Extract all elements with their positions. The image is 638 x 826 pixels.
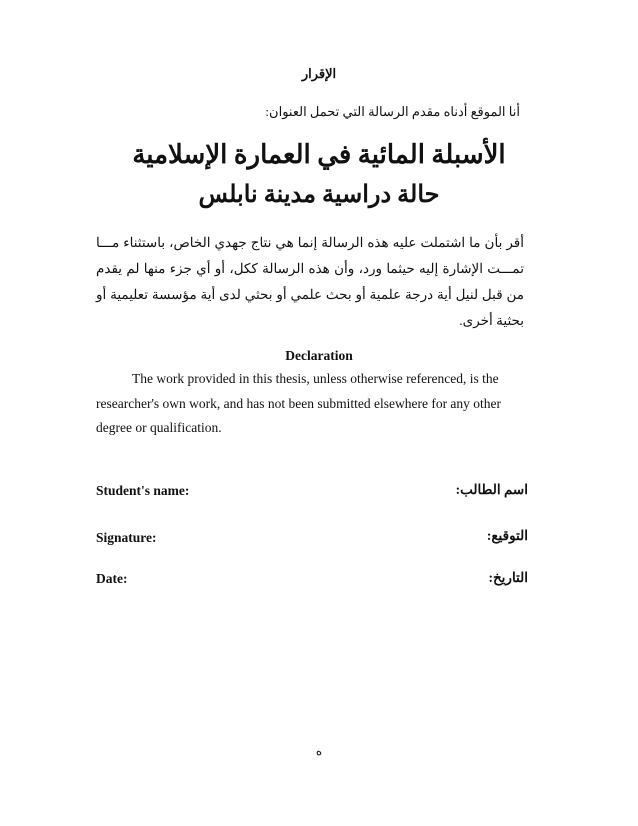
english-declaration-line-3: degree or qualification. <box>96 420 222 435</box>
arabic-heading: الإقرار <box>301 66 337 81</box>
page-number: ه <box>315 744 323 758</box>
student-name-label-ar: اسم الطالب: <box>455 482 528 497</box>
arabic-declaration-paragraph: أقر بأن ما اشتملت عليه هذه الرسالة إنما هي نتاج جهدي الخاص، باستثناء مـــا تمـــت الإشارة إليه حيثما ورد، وأن هذه الرسالة ككل، أو أي جزء منها لم يقدم من قبل لنيل أية درجة علمية أو بحث علمي أو بحثي لدى أية مؤسسة تعليمية أو بحثية أخرى. <box>96 235 524 328</box>
date-label-en: Date: <box>96 571 128 586</box>
signature-label-ar: التوقيع: <box>486 528 528 543</box>
signature-label-en: Signature: <box>96 530 157 545</box>
arabic-intro-text: أنا الموقع أدناه مقدم الرسالة التي تحمل العنوان: <box>265 104 520 119</box>
english-declaration-line-1: The work provided in this thesis, unless otherwise referenced, is the <box>132 371 499 386</box>
date-label-ar: التاريخ: <box>488 570 528 585</box>
student-name-label-en: Student's name: <box>96 483 190 498</box>
english-declaration-line-2: researcher's own work, and has not been submitted elsewhere for any other <box>96 396 502 411</box>
thesis-title-line-2: حالة دراسية مدينة نابلس <box>198 182 440 208</box>
thesis-title-line-1: الأسبلة المائية في العمارة الإسلامية <box>132 140 506 169</box>
declaration-title: Declaration <box>285 348 353 363</box>
